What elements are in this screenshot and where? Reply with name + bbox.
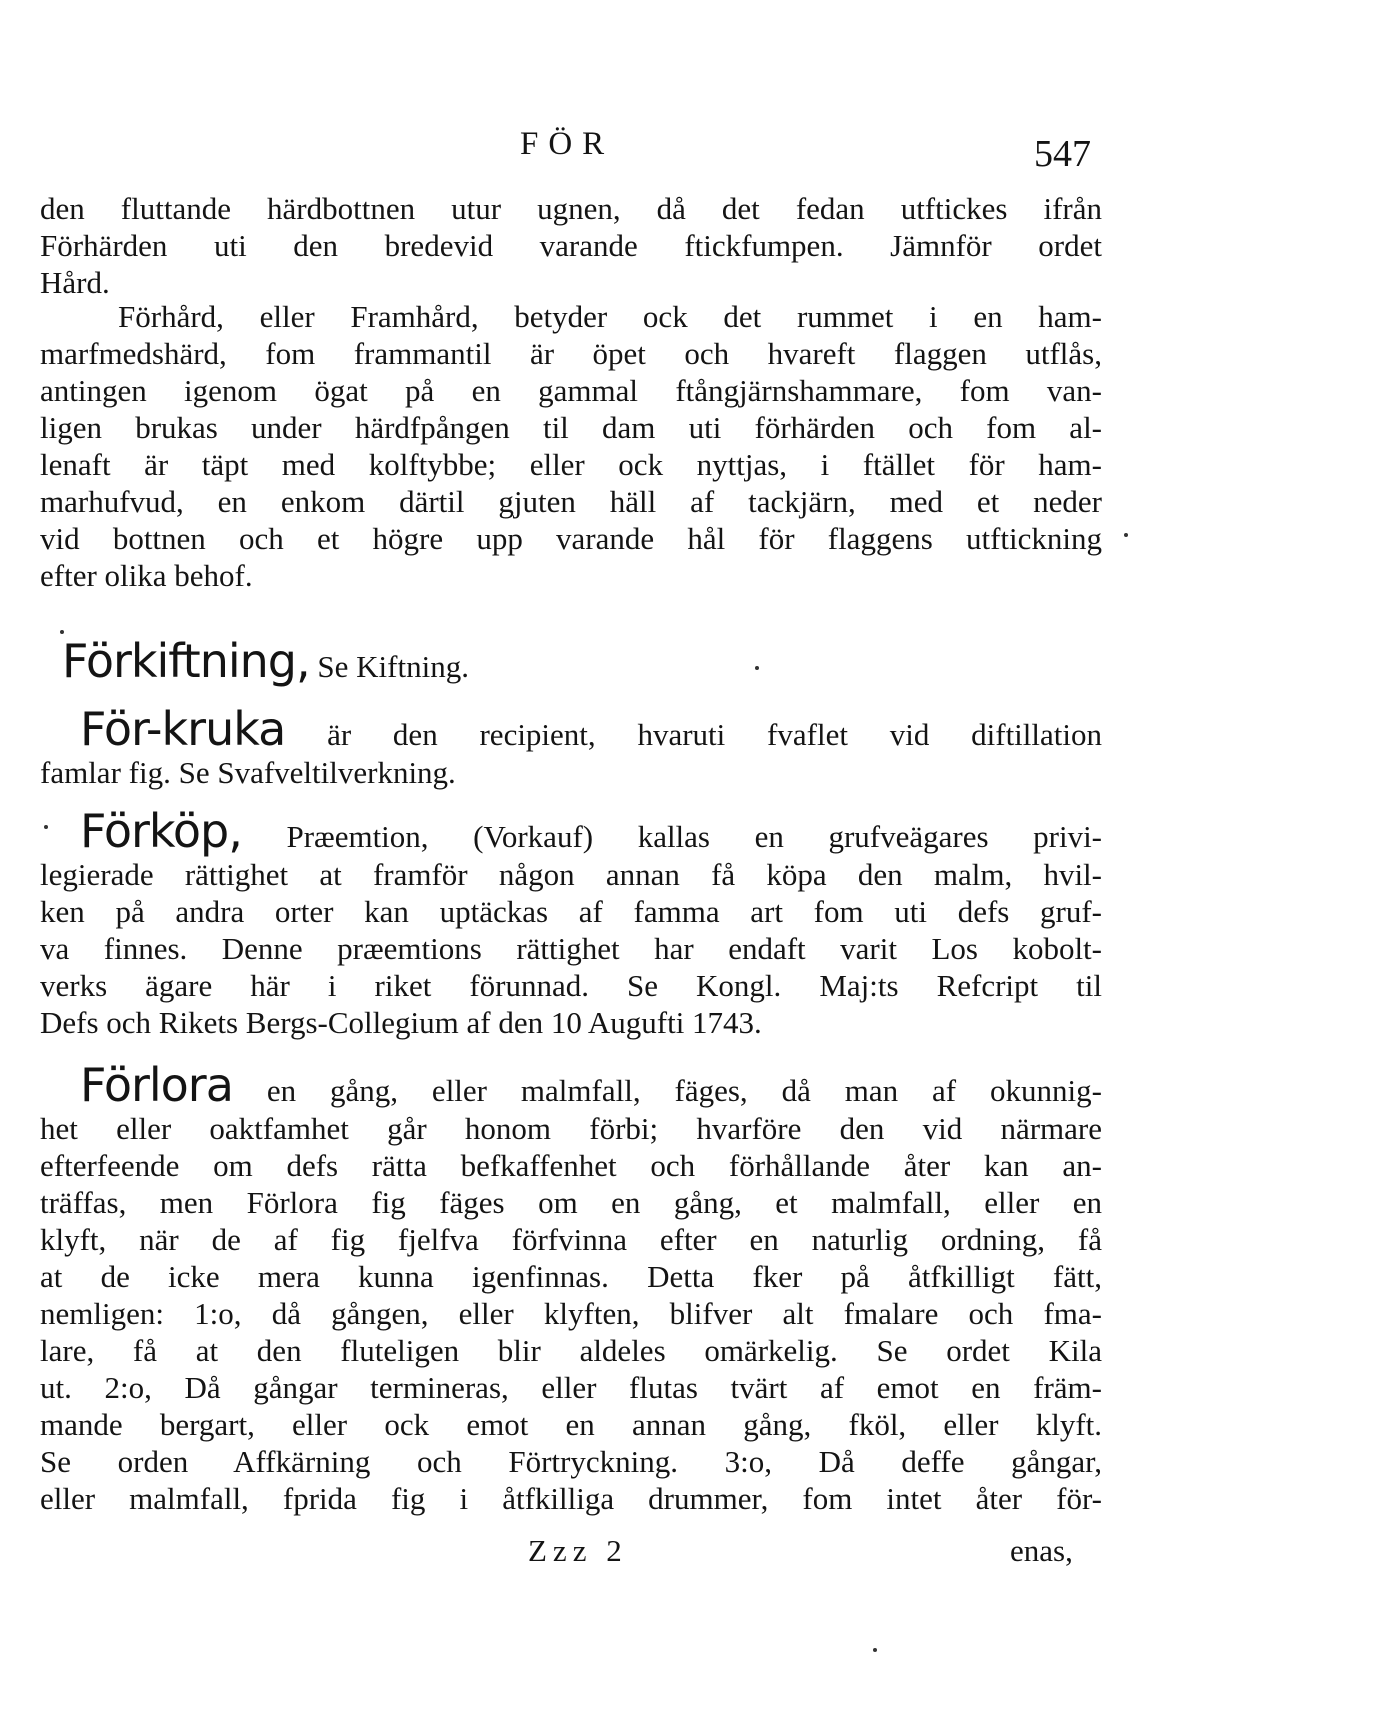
print-speck bbox=[873, 1648, 877, 1652]
text-line: marfmedshärd, fom frammantil är öpet och hvareft flaggen utflås, bbox=[40, 336, 1102, 371]
entry-text: Se Kiftning. bbox=[317, 649, 469, 684]
text-line: va finnes. Denne præemtions rättighet har endaft varit Los kobolt- bbox=[40, 931, 1102, 966]
page-number: 547 bbox=[1034, 133, 1091, 175]
entry-line bbox=[40, 806, 1102, 856]
text-line: Hård. bbox=[40, 265, 110, 300]
headword: Förkiftning, bbox=[62, 634, 310, 688]
print-speck bbox=[755, 666, 759, 670]
text-line: ut. 2:o, Då gångar termineras, eller flutas tvärt af emot en främ- bbox=[40, 1370, 1102, 1405]
page-footer bbox=[0, 1533, 1400, 1573]
text-line: klyft, när de af fig fjelfva förfvinna efter en naturlig ordning, få bbox=[40, 1222, 1102, 1257]
entry-forkiftning bbox=[62, 636, 1102, 686]
print-speck bbox=[60, 630, 64, 634]
headword: Förköp, bbox=[80, 804, 242, 858]
entry-line bbox=[62, 636, 1102, 686]
text-line: lenaft är täpt med kolftybbe; eller ock nyttjas, i ftället för ham- bbox=[40, 447, 1102, 482]
entry-text: Præemtion, (Vorkauf) kallas en grufveägares privi- bbox=[286, 819, 1103, 854]
entry-forhard bbox=[40, 298, 1102, 594]
entry-for-kruka bbox=[40, 704, 1102, 791]
text-line: at de icke mera kunna igenfinnas. Detta fker på åtfkilligt fätt, bbox=[40, 1259, 1102, 1294]
entry-line bbox=[40, 704, 1102, 754]
text-line: efter olika behof. bbox=[40, 558, 253, 593]
text-line: vid bottnen och et högre upp varande hål för flaggens utftickning bbox=[40, 521, 1102, 556]
paragraph-continuation bbox=[40, 190, 1102, 301]
text-line: het eller oaktfamhet går honom förbi; hvarföre den vid närmare bbox=[40, 1111, 1102, 1146]
print-speck bbox=[1124, 533, 1128, 537]
entry-text: är den recipient, hvaruti fvaflet vid diftillation bbox=[327, 717, 1103, 752]
text-line: den fluttande härdbottnen utur ugnen, då det fedan utftickes ifrån bbox=[40, 191, 1102, 226]
entry-forlora bbox=[40, 1060, 1102, 1517]
running-title: FÖR bbox=[520, 126, 615, 162]
text-line: mande bergart, eller ock emot en annan gång, fköl, eller klyft. bbox=[40, 1407, 1102, 1442]
headword: Förlora bbox=[80, 1058, 233, 1112]
text-line: Förhård, eller Framhård, betyder ock det rummet i en ham- bbox=[118, 299, 1102, 334]
text-line: verks ägare här i riket förunnad. Se Kongl. Maj:ts Refcript til bbox=[40, 968, 1102, 1003]
text-line: Förhärden uti den bredevid varande ftickfumpen. Jämnför ordet bbox=[40, 228, 1102, 263]
signature-mark: Zzz 2 bbox=[528, 1533, 628, 1568]
entry-text: en gång, eller malmfall, fäges, då man af okunnig- bbox=[266, 1073, 1102, 1108]
text-line: träffas, men Förlora fig fäges om en gång, et malmfall, eller en bbox=[40, 1185, 1102, 1220]
text-line: antingen igenom ögat på en gammal ftångjärnshammare, fom van- bbox=[40, 373, 1102, 408]
text-line: ken på andra orter kan uptäckas af famma art fom uti defs gruf- bbox=[40, 894, 1102, 929]
entry-line bbox=[40, 1060, 1102, 1110]
print-speck bbox=[44, 825, 48, 829]
text-line: Defs och Rikets Bergs-Collegium af den 10 Augufti 1743. bbox=[40, 1005, 762, 1040]
text-line: nemligen: 1:o, då gången, eller klyften, blifver alt fmalare och fma- bbox=[40, 1296, 1102, 1331]
text-line: Se orden Affkärning och Förtryckning. 3:o, Då deffe gångar, bbox=[40, 1444, 1102, 1479]
text-line: ligen brukas under härdfpången til dam uti förhärden och fom al- bbox=[40, 410, 1102, 445]
text-line: marhufvud, en enkom därtil gjuten häll af tackjärn, med et neder bbox=[40, 484, 1102, 519]
text-line: eller malmfall, fprida fig i åtfkilliga drummer, fom intet åter för- bbox=[40, 1481, 1102, 1516]
text-line: efterfeende om defs rätta befkaffenhet och förhållande åter kan an- bbox=[40, 1148, 1102, 1183]
running-head bbox=[0, 126, 1400, 176]
headword: För-kruka bbox=[80, 702, 286, 756]
text-line: famlar fig. Se Svafveltilverkning. bbox=[40, 755, 456, 790]
entry-forkop bbox=[40, 806, 1102, 1041]
text-line: lare, få at den fluteligen blir aldeles omärkelig. Se ordet Kila bbox=[40, 1333, 1102, 1368]
text-line: legierade rättighet at framför någon annan få köpa den malm, hvil- bbox=[40, 857, 1102, 892]
catchword: enas, bbox=[1010, 1533, 1073, 1568]
